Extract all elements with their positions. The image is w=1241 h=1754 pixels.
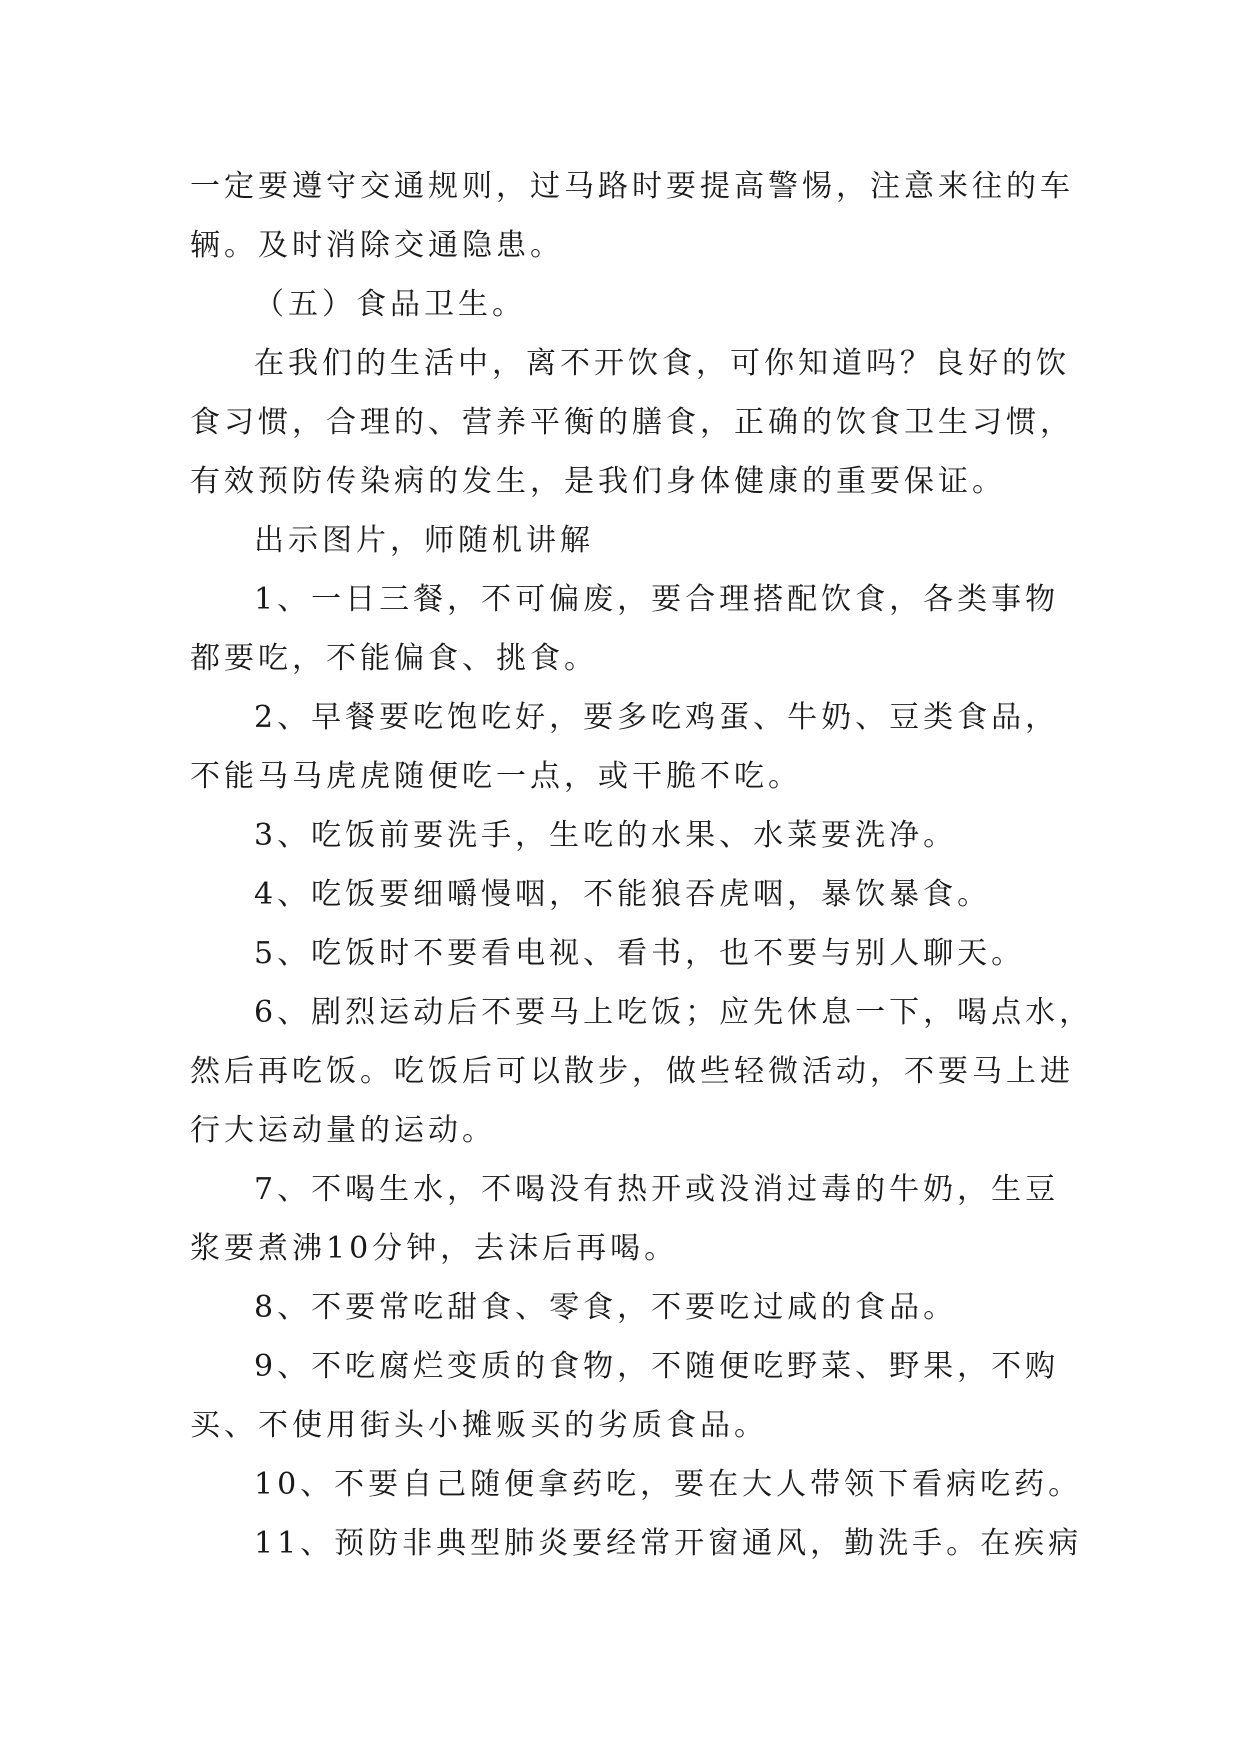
text-line: 出示图片，师随机讲解 bbox=[254, 523, 594, 558]
list-item: 6、剧烈运动后不要马上吃饭；应先休息一下，喝点水， bbox=[254, 995, 1094, 1030]
text-line: 有效预防传染病的发生，是我们身体健康的重要保证。 bbox=[190, 464, 1006, 499]
text-line: 食习惯，合理的、营养平衡的膳食，正确的饮食卫生习惯， bbox=[190, 405, 1074, 440]
text-line: 浆要煮沸10分钟，去沫后再喝。 bbox=[190, 1231, 679, 1266]
document-body bbox=[190, 157, 1094, 1573]
section-heading: （五）食品卫生。 bbox=[254, 287, 526, 322]
text-line: 辆。及时消除交通隐患。 bbox=[190, 228, 564, 263]
text-line: 一定要遵守交通规则，过马路时要提高警惕，注意来往的车 bbox=[190, 169, 1074, 204]
list-item: 4、吃饭要细嚼慢咽，不能狼吞虎咽，暴饮暴食。 bbox=[254, 877, 992, 912]
list-item: 1、一日三餐，不可偏废，要合理搭配饮食，各类事物 bbox=[254, 582, 1060, 617]
list-item: 11、预防非典型肺炎要经常开窗通风，勤洗手。在疾病 bbox=[254, 1526, 1083, 1561]
text-line: 都要吃，不能偏食、挑食。 bbox=[190, 641, 598, 676]
text-line: 在我们的生活中，离不开饮食，可你知道吗？良好的饮 bbox=[254, 346, 1070, 381]
list-item: 2、早餐要吃饱吃好，要多吃鸡蛋、牛奶、豆类食品， bbox=[254, 700, 1060, 735]
text-line: 买、不使用街头小摊贩买的劣质食品。 bbox=[190, 1408, 768, 1443]
list-item: 9、不吃腐烂变质的食物，不随便吃野菜、野果，不购 bbox=[254, 1349, 1060, 1384]
list-item: 8、不要常吃甜食、零食，不要吃过咸的食品。 bbox=[254, 1290, 958, 1325]
text-line: 然后再吃饭。吃饭后可以散步，做些轻微活动，不要马上进 bbox=[190, 1054, 1074, 1089]
list-item: 10、不要自己随便拿药吃，要在大人带领下看病吃药。 bbox=[254, 1467, 1083, 1502]
list-item: 5、吃饭时不要看电视、看书，也不要与别人聊天。 bbox=[254, 936, 1026, 971]
text-line: 行大运动量的运动。 bbox=[190, 1113, 496, 1148]
text-line: 不能马马虎虎随便吃一点，或干脆不吃。 bbox=[190, 759, 802, 794]
list-item: 7、不喝生水，不喝没有热开或没消过毒的牛奶，生豆 bbox=[254, 1172, 1060, 1207]
list-item: 3、吃饭前要洗手，生吃的水果、水菜要洗净。 bbox=[254, 818, 958, 853]
